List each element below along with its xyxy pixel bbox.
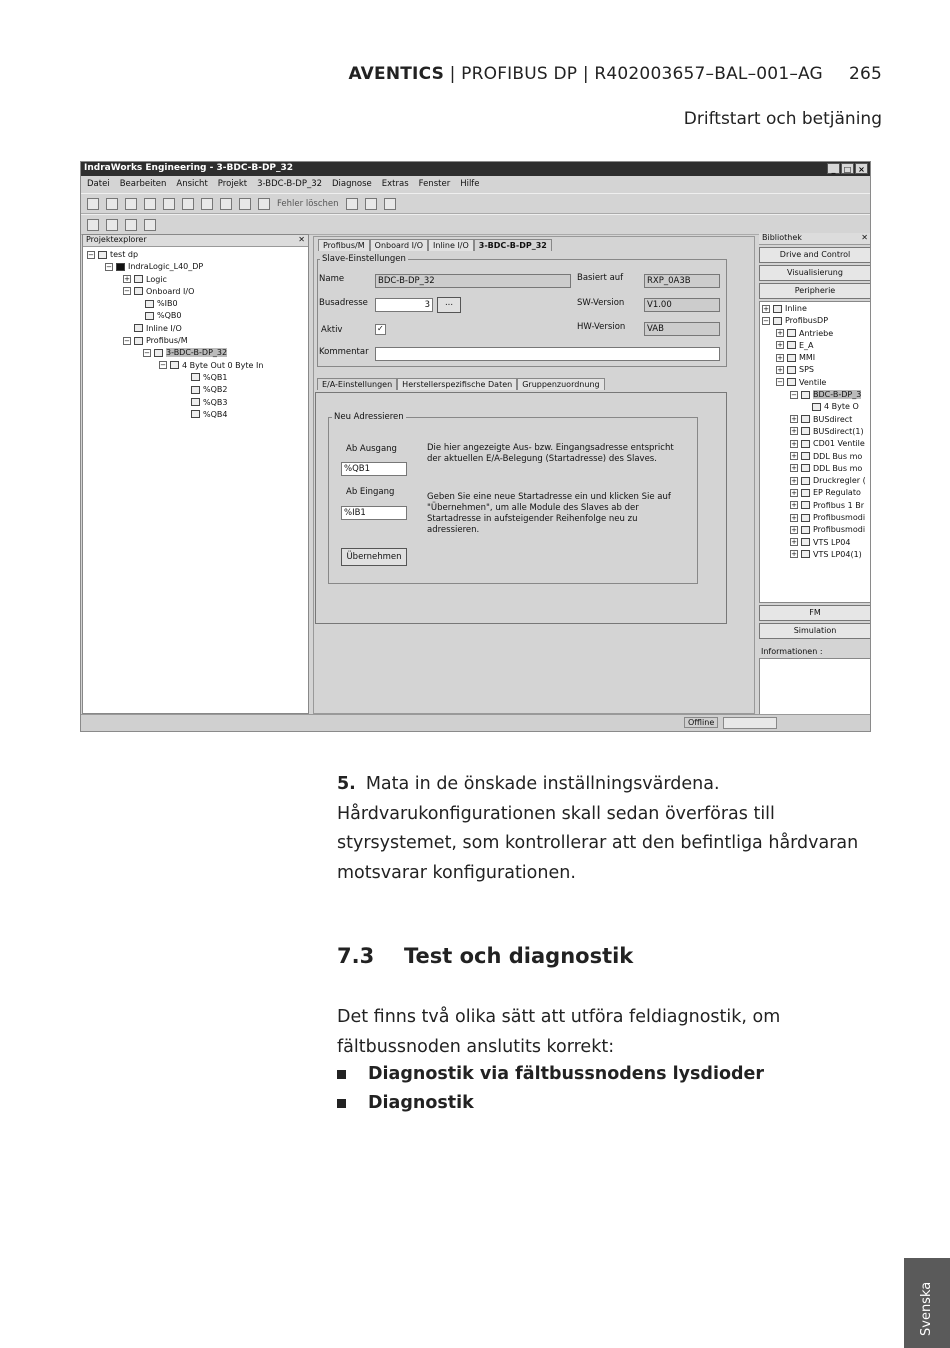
lib-item[interactable]: − ProfibusDP — [763, 316, 829, 326]
tree-item[interactable]: − 3-BDC-B-DP_32 — [144, 348, 228, 358]
lib-item[interactable]: + Inline — [763, 304, 807, 313]
hw-version-label: HW-Version — [577, 322, 626, 332]
bullet-text: Diagnostik via fältbussnodens lysdioder — [368, 1064, 765, 1084]
page-number: 265 — [848, 64, 882, 84]
save-icon[interactable] — [384, 198, 396, 210]
sw-version-field: V1.00 — [644, 298, 720, 312]
lib-item[interactable]: + DDL Bus mo — [791, 463, 863, 473]
toolbar-2 — [81, 214, 870, 235]
tool-a-icon[interactable] — [87, 219, 99, 231]
open-icon[interactable] — [106, 198, 118, 210]
io-subtabs — [317, 378, 605, 390]
intro-paragraph: Det finns två olika sätt att utföra feldiagnostik, om fältbussnoden anslutits korrekt: — [337, 1007, 781, 1057]
active-label: Aktiv — [321, 325, 343, 335]
close-icon[interactable]: × — [855, 163, 868, 174]
browse-button[interactable]: ... — [437, 297, 461, 313]
maximize-icon[interactable]: □ — [841, 163, 854, 174]
warning-icon[interactable] — [239, 198, 251, 210]
running-header — [348, 64, 882, 84]
in-field[interactable]: %IB1 — [341, 506, 407, 520]
explorer-title: Projektexplorer — [86, 235, 147, 244]
library-panel — [759, 233, 871, 714]
tree-item[interactable]: %QB4 — [87, 409, 304, 421]
tool-c-icon[interactable] — [125, 219, 137, 231]
editor-tabs — [318, 239, 552, 251]
library-visualization[interactable]: Visualisierung — [759, 265, 871, 281]
menu-ansicht[interactable]: Ansicht — [176, 179, 208, 189]
paste-icon[interactable] — [163, 198, 175, 210]
lib-item[interactable]: + Druckregler ( — [791, 476, 866, 486]
brand: AVENTICS — [348, 64, 445, 84]
step-5 — [337, 770, 877, 888]
menu-device[interactable]: 3-BDC-B-DP_32 — [257, 179, 323, 189]
menu-datei[interactable]: Datei — [87, 179, 110, 189]
toolbar-1 — [81, 193, 870, 214]
undo-icon[interactable] — [182, 198, 194, 210]
tool-d-icon[interactable] — [144, 219, 156, 231]
menu-projekt[interactable]: Projekt — [217, 179, 248, 189]
software-screenshot — [80, 161, 871, 732]
tree-item[interactable]: %QB0 — [87, 310, 304, 322]
lib-item[interactable]: + SPS — [777, 365, 814, 375]
library-drive-control[interactable]: Drive and Control — [759, 247, 871, 263]
close-icon[interactable]: ✕ — [861, 233, 868, 242]
slave-settings-label: Slave-Einstellungen — [322, 254, 406, 264]
window-title — [81, 162, 870, 176]
copy-icon[interactable] — [144, 198, 156, 210]
library-title: Bibliothek — [762, 233, 802, 242]
progress-indicator — [723, 717, 777, 729]
offline-status: Offline — [684, 717, 718, 728]
window-title-text: IndraWorks Engineering - 3-BDC-B-DP_32 — [84, 163, 294, 173]
tree-item[interactable]: %IB0 — [87, 298, 304, 310]
bullet-icon — [337, 1099, 346, 1108]
library-fm[interactable]: FM — [759, 605, 871, 621]
tree-item[interactable]: − 4 Byte Out 0 Byte In — [160, 360, 264, 370]
lib-item[interactable]: + MMI — [777, 353, 816, 363]
readdress-label: Neu Adressieren — [334, 412, 404, 422]
lib-item[interactable]: + BUSdirect — [791, 414, 853, 424]
project-explorer — [82, 234, 309, 714]
redo-icon[interactable] — [201, 198, 213, 210]
tree-item[interactable]: %QB3 — [87, 397, 304, 409]
lib-item[interactable]: − BDC-B-DP_3 — [791, 390, 862, 400]
tree-item[interactable]: − test dp — [88, 250, 139, 259]
lib-item[interactable]: + Profibusmodi — [791, 513, 866, 523]
sw-version-label: SW-Version — [577, 298, 625, 308]
step-text: Mata in de önskade inställningsvärdena. Hårdvarukonfigurationen skall sedan överföras till styrsystemet, som kontrollerar att den befintliga hårdvaran motsvarar konfigurationen. — [337, 774, 859, 883]
out-label: Ab Ausgang — [346, 444, 397, 454]
tree-item[interactable]: %QB2 — [87, 384, 304, 396]
tab-bdc[interactable]: 3-BDC-B-DP_32 — [474, 239, 552, 251]
tab-io-settings[interactable]: E/A-Einstellungen — [317, 378, 397, 390]
based-on-field: RXP_0A3B — [644, 274, 720, 288]
tree-item[interactable]: Inline I/O — [87, 323, 304, 335]
step-number: 5. — [337, 774, 356, 794]
lib-item[interactable]: + BUSdirect(1) — [791, 426, 864, 436]
language-label: Svenska — [919, 1281, 934, 1336]
minimize-icon[interactable]: _ — [827, 163, 840, 174]
lib-item[interactable]: + EP Regulato — [791, 488, 861, 498]
info-label: Informationen : — [761, 647, 823, 656]
close-icon[interactable]: ✕ — [298, 235, 305, 244]
tab-inline-io[interactable]: Inline I/O — [428, 239, 474, 251]
new-icon[interactable] — [87, 198, 99, 210]
cut-icon[interactable] — [125, 198, 137, 210]
menu-diagnose[interactable]: Diagnose — [332, 179, 372, 189]
section-number: 7.3 — [337, 944, 375, 968]
comment-field[interactable] — [375, 347, 720, 361]
lib-item[interactable]: + E_A — [777, 340, 814, 350]
tab-group-assignment[interactable]: Gruppenzuordnung — [517, 378, 604, 390]
in-label: Ab Eingang — [346, 487, 395, 497]
lib-item[interactable]: + CD01 Ventile — [791, 439, 865, 449]
language-tab — [904, 1258, 950, 1348]
bullet-icon — [337, 1070, 346, 1079]
out-field[interactable]: %QB1 — [341, 462, 407, 476]
apply-button[interactable]: Übernehmen — [341, 548, 407, 566]
bus-address-field[interactable]: 3 — [375, 298, 433, 312]
out-help-text: Die hier angezeigte Aus- bzw. Eingangsadresse entspricht der aktuellen E/A-Belegung (Startadresse) des Slaves. — [427, 443, 674, 464]
bullet-text: Diagnostik — [368, 1093, 474, 1113]
folder-icon[interactable] — [365, 198, 377, 210]
bus-address-label: Busadresse — [319, 298, 368, 308]
library-tree — [759, 301, 871, 603]
name-label: Name — [319, 274, 345, 284]
library-simulation[interactable]: Simulation — [759, 623, 871, 639]
project-tree — [83, 247, 308, 423]
menu-bar — [81, 177, 870, 192]
menu-fenster[interactable]: Fenster — [418, 179, 451, 189]
lib-item[interactable]: − Ventile — [777, 377, 827, 387]
section-title: Test och diagnostik — [404, 944, 634, 968]
network-icon[interactable] — [220, 198, 232, 210]
tree-item[interactable]: %QB1 — [87, 372, 304, 384]
section-heading — [337, 944, 633, 968]
lib-item[interactable]: + DDL Bus mo — [791, 451, 863, 461]
section-header: Driftstart och betjäning — [683, 109, 882, 129]
tree-item[interactable]: + Logic — [124, 274, 167, 284]
menu-extras[interactable]: Extras — [381, 179, 409, 189]
lib-item[interactable]: + VTS LP04(1) — [791, 549, 862, 559]
bullet-item — [337, 1064, 764, 1084]
clear-errors-button[interactable]: Fehler löschen — [277, 198, 339, 209]
tab-vendor-data[interactable]: Herstellerspezifische Daten — [397, 378, 517, 390]
tool-b-icon[interactable] — [106, 219, 118, 231]
active-checkbox[interactable]: ✓ — [375, 324, 386, 335]
tree-item[interactable]: − IndraLogic_L40_DP — [106, 262, 204, 272]
menu-hilfe[interactable]: Hilfe — [460, 179, 480, 189]
lib-item[interactable]: + Antriebe — [777, 328, 834, 338]
device-editor — [313, 236, 755, 714]
tree-item[interactable]: − Profibus/M — [124, 336, 188, 346]
in-help-text: Geben Sie eine neue Startadresse ein und klicken Sie auf "Übernehmen", um alle Module des Slaves ab der Startadresse in aufsteigender Reihenfolge neu zu adressieren. — [427, 492, 671, 535]
page-icon[interactable] — [346, 198, 358, 210]
lib-item[interactable]: 4 Byte O — [762, 401, 868, 413]
doc-id: | PROFIBUS DP | R402003657–BAL–001–AG — [444, 64, 823, 84]
tree-item[interactable]: − Onboard I/O — [124, 286, 195, 296]
tab-profibus[interactable]: Profibus/M — [318, 239, 370, 251]
based-on-label: Basiert auf — [577, 273, 624, 283]
info-box — [759, 658, 871, 716]
library-peripherals[interactable]: Peripherie — [759, 283, 871, 299]
lib-item[interactable]: + Profibus 1 Br — [791, 500, 864, 510]
menu-bearbeiten[interactable]: Bearbeiten — [119, 179, 167, 189]
hw-version-field: VAB — [644, 322, 720, 336]
lib-item[interactable]: + VTS LP04 — [791, 537, 851, 547]
name-field[interactable]: BDC-B-DP_32 — [375, 274, 571, 288]
bullet-item — [337, 1093, 474, 1113]
tab-onboard-io[interactable]: Onboard I/O — [370, 239, 428, 251]
lib-item[interactable]: + Profibusmodi — [791, 525, 866, 535]
status-bar — [81, 714, 870, 731]
comment-label: Kommentar — [319, 347, 369, 357]
error-icon[interactable] — [258, 198, 270, 210]
